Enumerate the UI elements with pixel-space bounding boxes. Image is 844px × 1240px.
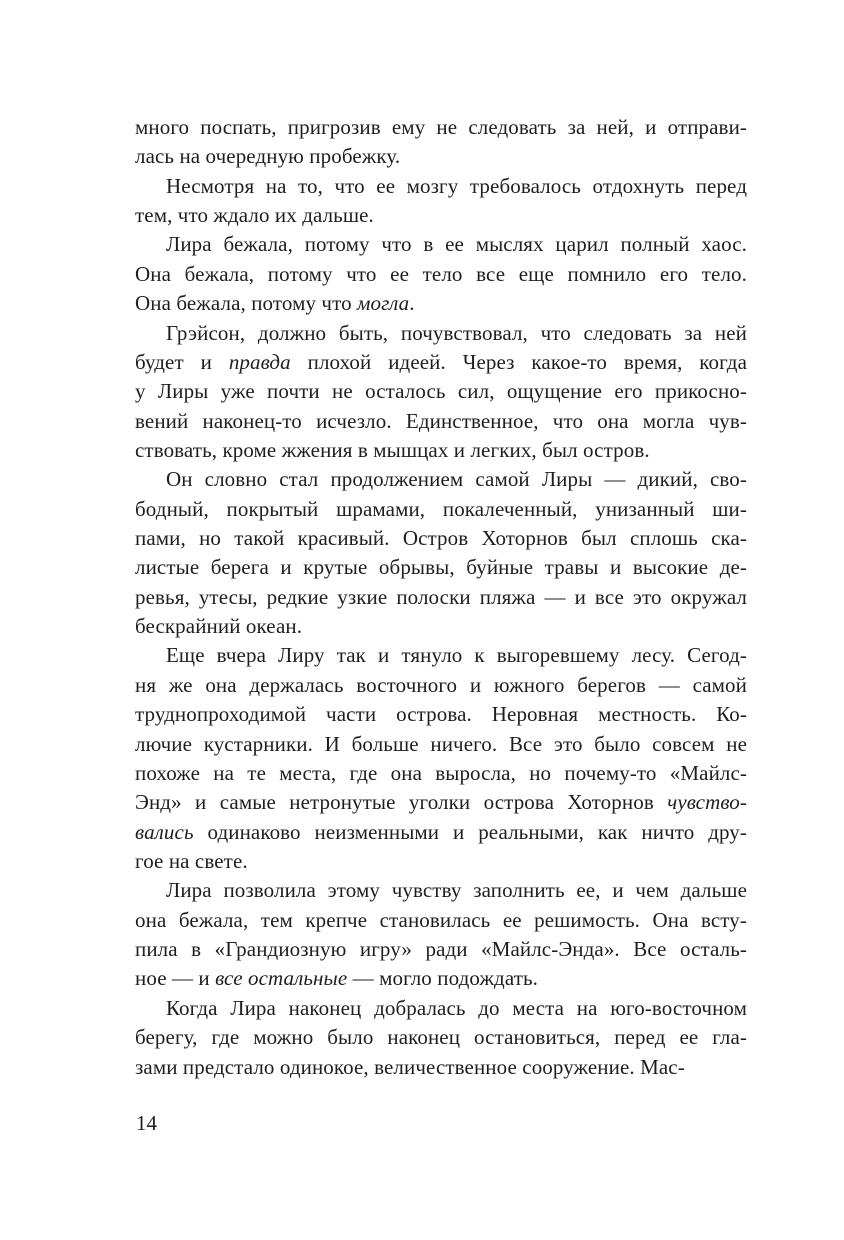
text-line (135, 1023, 747, 1052)
text-line (135, 465, 747, 494)
text-line (135, 818, 747, 847)
text-run: лючие кустарники. И больше ничего. Все это было совсем не (135, 731, 747, 756)
text-run: много поспать, пригрозив ему не следовать за ней, и отправи- (135, 115, 747, 139)
text-run: бодный, покрытый шрамами, покалеченный, унизанный ши- (135, 496, 747, 521)
text-line (135, 230, 747, 259)
text-line (135, 583, 747, 612)
text-line (135, 641, 747, 670)
text-run: вений наконец-то исчезло. Единственное, что она могла чув- (135, 408, 747, 433)
text-run: тем, что ждало их дальше. (135, 203, 374, 228)
text-run: плохой идеей. Через какое-то время, когда (290, 349, 747, 374)
text-line (135, 906, 747, 935)
text-line (135, 260, 747, 289)
text-run: лась на очередную пробежку. (135, 144, 401, 169)
text-run: Она бежала, потому что ее тело все еще помнило его тело. (135, 261, 747, 286)
text-line (135, 964, 747, 993)
text-run: одинаково неизменными и реальными, как ничто дру- (193, 819, 747, 844)
text-line (135, 201, 747, 230)
text-run: Несмотря на то, что ее мозгу требовалось отдохнуть перед (166, 173, 747, 198)
text-line (135, 348, 747, 377)
text-line (135, 495, 747, 524)
italic-text: все остальные (215, 966, 348, 991)
text-run: будет и (135, 349, 229, 374)
text-run: берегу, где можно было наконец остановиться, перед ее гла- (135, 1025, 747, 1050)
text-line (135, 289, 747, 318)
text-run: зами предстало одинокое, величественное сооружение. Мас- (135, 1054, 685, 1079)
text-line (135, 553, 747, 582)
text-run: ное — и (135, 966, 216, 991)
italic-text: могла (357, 291, 410, 316)
text-line (135, 876, 747, 905)
text-line (135, 319, 747, 348)
text-run: ня же она держалась восточного и южного берегов — самой (135, 672, 747, 697)
text-run: ревья, утесы, редкие узкие полоски пляжа — и все это окружал (135, 584, 747, 609)
text-line (135, 377, 747, 406)
text-line (135, 142, 747, 171)
text-run: похоже на те места, где она выросла, но почему-то «Майлс- (135, 760, 747, 785)
text-run: Еще вчера Лиру так и тянуло к выгоревшему лесу. Сегод- (166, 643, 747, 668)
text-line (135, 671, 747, 700)
page-number: 14 (136, 1111, 157, 1135)
text-run: ствовать, кроме жжения в мышцах и легких, был остров. (135, 437, 650, 462)
text-run: она бежала, тем крепче становилась ее решимость. Она всту- (135, 907, 747, 932)
text-run: гое на свете. (135, 848, 248, 873)
text-run: листые берега и крутые обрывы, буйные травы и высокие де- (135, 555, 747, 580)
text-run: у Лиры уже почти не осталось сил, ощущение его прикосно- (135, 379, 747, 404)
text-line (135, 436, 747, 465)
text-line (135, 1053, 747, 1082)
text-line (135, 612, 747, 641)
text-run: — могло подождать. (347, 966, 539, 991)
italic-text: чувство- (667, 790, 747, 815)
text-line (135, 730, 747, 759)
text-run: Лира бежала, потому что в ее мыслях царил полный хаос. (166, 232, 747, 257)
italic-text: вались (135, 819, 194, 844)
text-run: пами, но такой красивый. Остров Хоторнов был сплошь ска- (135, 526, 747, 551)
text-line (135, 407, 747, 436)
text-run: бескрайний океан. (135, 614, 303, 639)
text-line (135, 700, 747, 729)
text-run: Она бежала, потому что (135, 291, 358, 316)
text-line (135, 172, 747, 201)
text-run: пила в «Грандиозную игру» ради «Майлс-Энда». Все осталь- (135, 937, 747, 962)
text-line (135, 935, 747, 964)
text-line (135, 994, 747, 1023)
text-run: труднопроходимой части острова. Неровная местность. Ко- (135, 702, 747, 727)
text-line (135, 847, 747, 876)
text-run: Энд» и самые нетронутые уголки острова Хоторнов (135, 790, 668, 815)
italic-text: правда (228, 349, 291, 374)
text-line (135, 788, 747, 817)
text-run: Он словно стал продолжением самой Лиры — дикий, сво- (166, 467, 747, 492)
text-line (135, 524, 747, 553)
text-run: . (409, 291, 415, 316)
page-text (135, 113, 747, 1082)
text-run: Лира позволила этому чувству заполнить ее, и чем дальше (166, 878, 747, 903)
text-line (135, 113, 747, 142)
text-run: Грэйсон, должно быть, почувствовал, что следовать за ней (166, 320, 747, 345)
text-run: Когда Лира наконец добралась до места на юго-восточном (166, 995, 747, 1020)
text-line (135, 759, 747, 788)
